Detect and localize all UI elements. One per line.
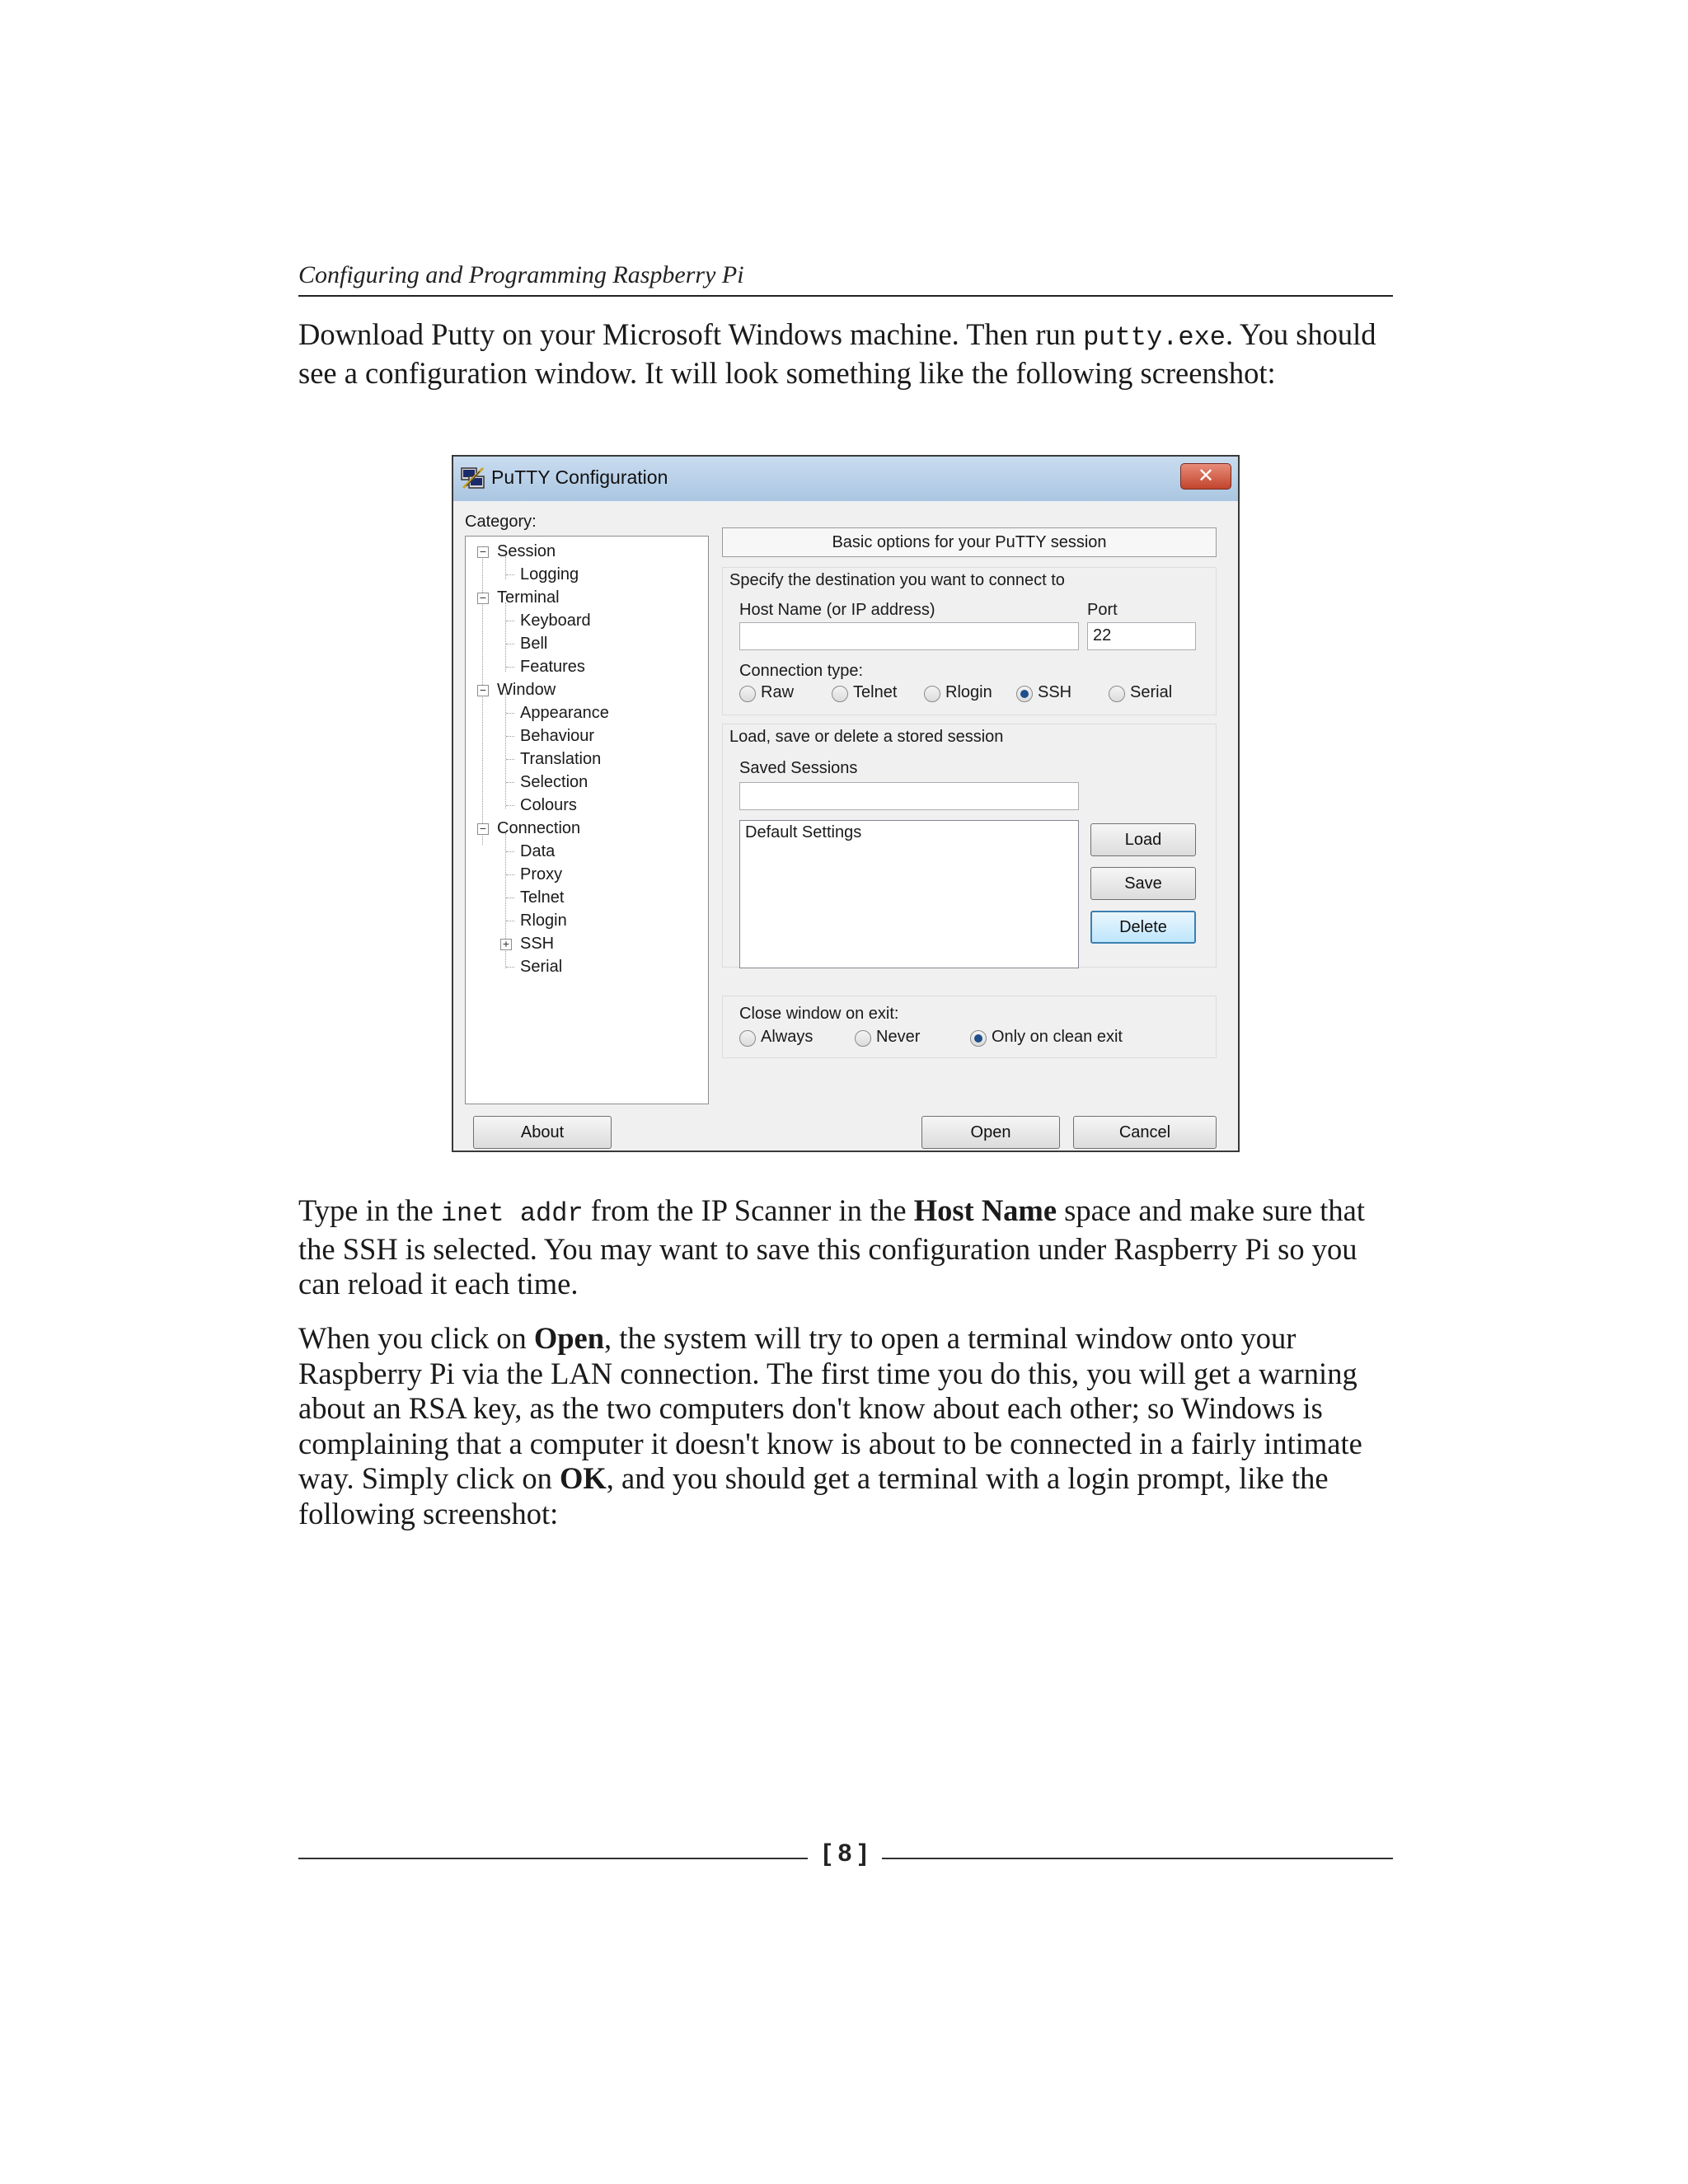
port-label: Port (1087, 601, 1118, 619)
p2-text-2: from the IP Scanner in the (583, 1193, 914, 1227)
radio-circle-selected (970, 1030, 987, 1047)
p1-text-1: Download Putty on your Microsoft Windows machine. Then run (298, 317, 1084, 351)
load-button[interactable]: Load (1090, 823, 1196, 856)
tree-line (506, 574, 514, 575)
p3-text-1: When you click on (298, 1321, 534, 1355)
tree-label: Appearance (520, 704, 609, 722)
radio-label: Never (876, 1028, 921, 1046)
p2-code: inet addr (440, 1198, 584, 1229)
save-button[interactable]: Save (1090, 867, 1196, 900)
p3-text-2: , the system will try to open a terminal window onto your Raspberry Pi via the LAN connection. The first time you do this, you will get a warning about an RSA key, as the two computers don't know about each other; so Windows is complaining that a computer it doesn't know is about to be connected in a fairly intimate way. Simply click on (298, 1321, 1362, 1495)
radio-circle (832, 686, 848, 702)
collapse-icon[interactable]: − (477, 593, 489, 604)
panel-title (722, 527, 1217, 557)
radio-circle (855, 1030, 871, 1047)
open-button[interactable]: Open (921, 1116, 1060, 1149)
radio-label: Serial (1130, 683, 1173, 701)
connection-type-label: Connection type: (739, 662, 864, 680)
tree-label: Window (497, 681, 556, 699)
radio-label: Rlogin (945, 683, 992, 701)
list-item[interactable]: Default Settings (745, 823, 862, 841)
paragraph-intro (298, 317, 1403, 391)
p1-code: putty.exe (1083, 322, 1226, 353)
tree-label: Terminal (497, 588, 560, 607)
tree-label: Connection (497, 819, 581, 837)
tree-label: Session (497, 542, 556, 560)
stored-session-group-label: Load, save or delete a stored session (729, 728, 1004, 746)
tree-line (506, 759, 514, 760)
radio-label: Raw (761, 683, 795, 701)
tree-line (505, 693, 506, 808)
p3-text-3: , and you should get a terminal with a login prompt, like the following screenshot: (298, 1461, 1329, 1530)
tree-label: Logging (520, 565, 579, 583)
category-tree[interactable] (465, 536, 709, 1104)
tree-label: SSH (520, 935, 555, 953)
tree-line (506, 967, 514, 968)
tree-label: Bell (520, 635, 548, 653)
tree-label: Translation (520, 750, 602, 768)
page-number: [ 8 ] (823, 1840, 867, 1867)
tree-line (506, 782, 514, 783)
paragraph-open (298, 1321, 1403, 1531)
running-head (298, 258, 1393, 297)
tree-line (506, 667, 514, 668)
host-name-input[interactable] (739, 622, 1079, 650)
window-title: PuTTY Configuration (491, 466, 668, 488)
saved-sessions-input[interactable] (739, 782, 1079, 810)
tree-line (506, 851, 514, 852)
tree-label: Keyboard (520, 612, 591, 630)
tree-label: Data (520, 842, 556, 860)
tree-label: Selection (520, 773, 588, 791)
delete-button[interactable]: Delete (1090, 911, 1196, 944)
radio-label: Only on clean exit (992, 1028, 1123, 1046)
tree-label: Serial (520, 958, 563, 976)
putty-app-icon (460, 465, 486, 491)
radio-circle (739, 686, 756, 702)
putty-config-window (452, 455, 1240, 1152)
title-bar[interactable] (453, 457, 1238, 502)
p1-text-2: . You should see a configuration window. It will look something like the following screenshot: (298, 317, 1376, 390)
radio-label: Telnet (853, 683, 898, 701)
destination-group-label: Specify the destination you want to connect to (729, 571, 1065, 589)
p2-bold: Host Name (913, 1193, 1057, 1227)
radio-circle (1109, 686, 1125, 702)
radio-label: Always (761, 1028, 814, 1046)
collapse-icon[interactable]: − (477, 685, 489, 696)
tree-label: Proxy (520, 865, 563, 883)
collapse-icon[interactable]: − (477, 823, 489, 835)
category-label: Category: (465, 513, 537, 531)
about-button[interactable]: About (473, 1116, 612, 1149)
tree-label: Features (520, 658, 585, 676)
close-on-exit-label: Close window on exit: (739, 1005, 899, 1023)
window-client (453, 501, 1238, 1151)
destination-group (722, 567, 1217, 715)
radio-circle-selected (1016, 686, 1033, 702)
tree-line (506, 736, 514, 737)
host-name-label: Host Name (or IP address) (739, 601, 935, 619)
tree-line (506, 874, 514, 875)
tree-label: Rlogin (520, 912, 567, 930)
radio-label: SSH (1038, 683, 1072, 701)
running-head-text: Configuring and Programming Raspberry Pi (298, 261, 744, 288)
tree-line (506, 805, 514, 806)
saved-sessions-label: Saved Sessions (739, 759, 858, 777)
tree-label: Colours (520, 796, 577, 814)
tree-line (506, 713, 514, 714)
panel-title-text: Basic options for your PuTTY session (832, 533, 1107, 551)
stored-session-group (722, 724, 1217, 968)
radio-circle (739, 1030, 756, 1047)
collapse-icon[interactable]: − (477, 546, 489, 558)
p2-text-1: Type in the (298, 1193, 441, 1227)
footer-rule-right (882, 1858, 1393, 1859)
footer-rule-left (298, 1858, 808, 1859)
close-button[interactable] (1180, 463, 1231, 490)
p3-bold-1: Open (533, 1321, 605, 1355)
close-on-exit-group (722, 996, 1217, 1058)
expand-icon[interactable]: + (500, 939, 512, 950)
radio-circle (924, 686, 940, 702)
tree-label: Behaviour (520, 727, 595, 745)
p2-text-3: space and make sure that the SSH is selected. You may want to save this configuration under Raspberry Pi so you can reload it each time. (298, 1193, 1366, 1301)
sessions-listbox[interactable] (739, 820, 1079, 968)
cancel-button[interactable]: Cancel (1073, 1116, 1217, 1149)
port-input[interactable]: 22 (1087, 622, 1196, 650)
tree-label: Telnet (520, 888, 565, 907)
close-icon: ✕ (1197, 465, 1215, 487)
p3-bold-2: OK (559, 1461, 607, 1495)
paragraph-host-name (298, 1193, 1403, 1302)
tree-line (505, 602, 506, 672)
